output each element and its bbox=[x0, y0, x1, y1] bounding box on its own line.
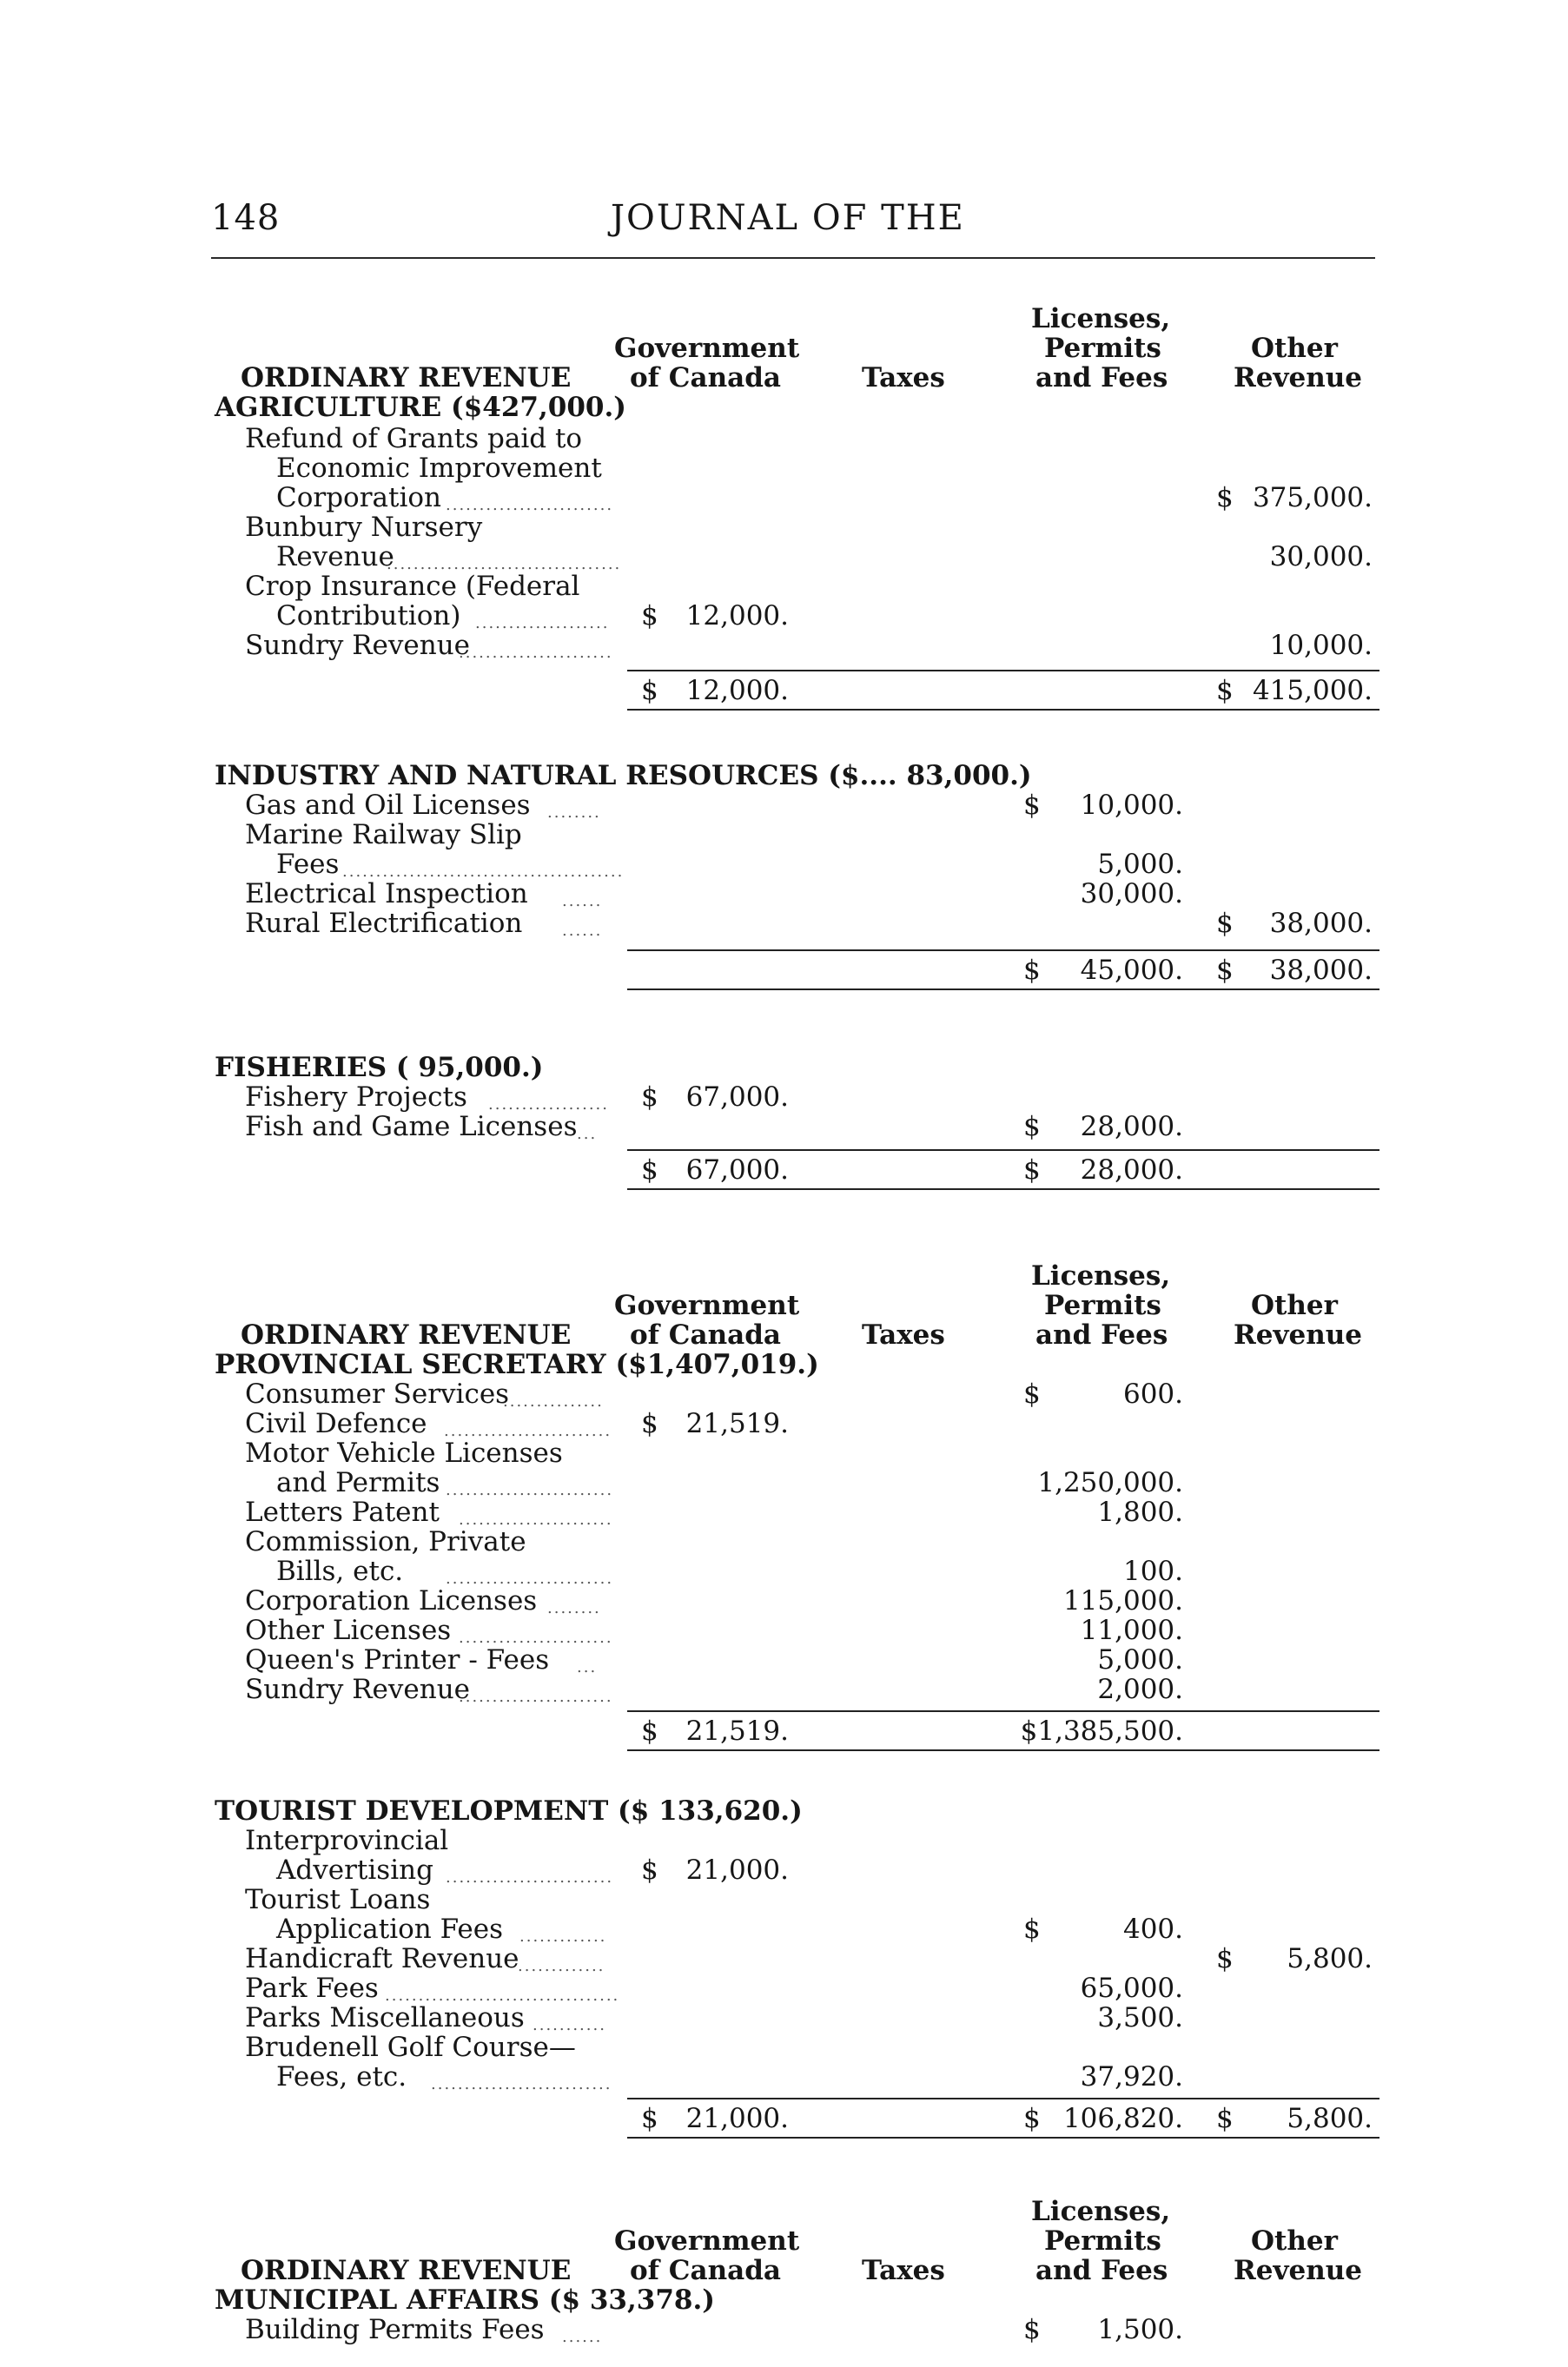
table-row bbox=[0, 512, 1568, 542]
dot-leader: ... bbox=[577, 1658, 598, 1676]
licenses-total: 45,000. bbox=[1080, 955, 1183, 986]
table-row bbox=[0, 304, 1568, 334]
table-row bbox=[0, 1438, 1568, 1468]
dot-leader: ............. bbox=[519, 1927, 607, 1946]
table-row bbox=[0, 483, 1568, 512]
currency-sign: $ bbox=[641, 1081, 658, 1113]
item-label: Contribution) bbox=[276, 600, 461, 631]
table-row bbox=[0, 1885, 1568, 1914]
header-ordinary-revenue: ORDINARY REVENUE bbox=[241, 362, 572, 393]
other-total: 38,000. bbox=[1269, 955, 1373, 986]
table-row bbox=[0, 1645, 1568, 1675]
header-licenses: Licenses, bbox=[1031, 1260, 1171, 1292]
total-rule bbox=[627, 2098, 1379, 2099]
table-row bbox=[0, 2285, 1568, 2315]
gov-total: 67,000. bbox=[685, 1154, 789, 1186]
dot-leader: .......................................... bbox=[342, 863, 625, 881]
header-and-fees: and Fees bbox=[1035, 362, 1168, 393]
header-permits: Permits bbox=[1044, 2225, 1161, 2257]
table-row bbox=[0, 1468, 1568, 1498]
dot-leader: ....................... bbox=[459, 644, 613, 662]
table-row bbox=[0, 1379, 1568, 1409]
item-label: Building Permits Fees bbox=[245, 2314, 545, 2345]
dot-leader: ...... bbox=[562, 2328, 603, 2346]
currency-sign: $ bbox=[1023, 2103, 1041, 2134]
currency-sign: $ bbox=[1023, 955, 1041, 986]
licenses-amount: 5,000. bbox=[1097, 1644, 1183, 1676]
table-row bbox=[0, 955, 1568, 985]
dot-leader: ....................... bbox=[459, 1511, 613, 1529]
dot-leader: .................... bbox=[475, 614, 610, 632]
item-label: Consumer Services bbox=[245, 1379, 510, 1410]
licenses-amount: 37,920. bbox=[1080, 2061, 1183, 2093]
item-label: Fees, etc. bbox=[276, 2061, 407, 2093]
currency-sign: $ bbox=[641, 600, 658, 631]
dot-leader: ............. bbox=[518, 1957, 605, 1975]
header-permits: Permits bbox=[1044, 333, 1161, 364]
table-row bbox=[0, 363, 1568, 393]
currency-sign: $ bbox=[1216, 908, 1234, 939]
table-row bbox=[0, 572, 1568, 601]
other-amount: 5,800. bbox=[1287, 1943, 1373, 1974]
page-number: 148 bbox=[211, 198, 281, 238]
currency-sign: $ bbox=[1216, 675, 1234, 706]
item-label: Gas and Oil Licenses bbox=[245, 790, 531, 821]
table-row bbox=[0, 2003, 1568, 2033]
licenses-amount: 600. bbox=[1122, 1379, 1183, 1410]
currency-sign: $ bbox=[641, 1855, 658, 1886]
licenses-amount: 1,500. bbox=[1097, 2314, 1183, 2345]
licenses-amount: 115,000. bbox=[1062, 1585, 1183, 1617]
header-of-canada: of Canada bbox=[630, 1319, 781, 1351]
table-row bbox=[0, 1350, 1568, 1379]
item-label: Refund of Grants paid to bbox=[245, 423, 583, 454]
header-licenses: Licenses, bbox=[1031, 2196, 1171, 2227]
item-label: Corporation Licenses bbox=[245, 1585, 538, 1617]
licenses-amount: 65,000. bbox=[1080, 1973, 1183, 2004]
licenses-amount: 400. bbox=[1122, 1914, 1183, 1945]
item-label: Parks Miscellaneous bbox=[245, 2002, 525, 2033]
dot-leader: .................. bbox=[488, 1095, 609, 1114]
table-row bbox=[0, 1261, 1568, 1291]
gov-amount: 21,000. bbox=[685, 1855, 789, 1886]
total-rule bbox=[627, 988, 1379, 990]
section-title: PROVINCIAL SECRETARY ($1,407,019.) bbox=[215, 1349, 819, 1380]
table-row bbox=[0, 879, 1568, 909]
table-row bbox=[0, 676, 1568, 705]
item-label: Fishery Projects bbox=[245, 1081, 467, 1113]
header-other: Other bbox=[1251, 2225, 1338, 2257]
section-title: TOURIST DEVELOPMENT ($ 133,620.) bbox=[215, 1795, 803, 1827]
table-row bbox=[0, 1616, 1568, 1645]
table-row bbox=[0, 424, 1568, 453]
table-row bbox=[0, 1409, 1568, 1438]
table-row bbox=[0, 1716, 1568, 1746]
table-row bbox=[0, 850, 1568, 879]
licenses-amount: 2,000. bbox=[1097, 1674, 1183, 1705]
table-row bbox=[0, 909, 1568, 938]
other-total: 415,000. bbox=[1252, 675, 1373, 706]
licenses-total: $1,385,500. bbox=[1020, 1716, 1183, 1747]
table-row bbox=[0, 631, 1568, 660]
table-row bbox=[0, 1586, 1568, 1616]
item-label: Electrical Inspection bbox=[245, 878, 528, 909]
item-label: Application Fees bbox=[276, 1914, 504, 1945]
dot-leader: ........ bbox=[547, 803, 601, 822]
table-row bbox=[0, 1082, 1568, 1112]
item-label: Motor Vehicle Licenses bbox=[245, 1438, 563, 1469]
dot-leader: ........... bbox=[533, 2016, 606, 2034]
licenses-amount: 10,000. bbox=[1080, 790, 1183, 821]
table-row bbox=[0, 2256, 1568, 2285]
header-other: Other bbox=[1251, 1290, 1338, 1321]
dot-leader: ......................... bbox=[444, 1422, 612, 1440]
total-rule bbox=[627, 1188, 1379, 1190]
currency-sign: $ bbox=[641, 1154, 658, 1186]
total-rule bbox=[627, 2137, 1379, 2139]
total-rule bbox=[627, 1749, 1379, 1751]
table-row bbox=[0, 1675, 1568, 1704]
item-label: Commission, Private bbox=[245, 1526, 526, 1557]
header-of-canada: of Canada bbox=[630, 2255, 781, 2286]
other-amount: 375,000. bbox=[1252, 482, 1373, 513]
other-amount: 10,000. bbox=[1269, 630, 1373, 661]
table-row bbox=[0, 1855, 1568, 1885]
other-total: 5,800. bbox=[1287, 2103, 1373, 2134]
dot-leader: ......................... bbox=[446, 1868, 614, 1887]
item-label: Letters Patent bbox=[245, 1497, 440, 1528]
total-rule bbox=[627, 1149, 1379, 1151]
item-label: Sundry Revenue bbox=[245, 1674, 471, 1705]
section-title: INDUSTRY AND NATURAL RESOURCES ($.... 83,000.) bbox=[215, 760, 1032, 791]
table-row bbox=[0, 1796, 1568, 1826]
header-ordinary-revenue: ORDINARY REVENUE bbox=[241, 2255, 572, 2286]
dot-leader: ................................... bbox=[387, 555, 622, 573]
header-ordinary-revenue: ORDINARY REVENUE bbox=[241, 1319, 572, 1351]
gov-amount: 21,519. bbox=[685, 1408, 789, 1439]
header-and-fees: and Fees bbox=[1035, 2255, 1168, 2286]
header-taxes: Taxes bbox=[862, 1319, 945, 1351]
licenses-amount: 11,000. bbox=[1080, 1615, 1183, 1646]
table-row bbox=[0, 1527, 1568, 1557]
licenses-amount: 1,800. bbox=[1097, 1497, 1183, 1528]
licenses-total: 28,000. bbox=[1080, 1154, 1183, 1186]
item-label: Bills, etc. bbox=[276, 1556, 404, 1587]
table-row bbox=[0, 1155, 1568, 1185]
licenses-amount: 28,000. bbox=[1080, 1111, 1183, 1142]
dot-leader: ............... bbox=[503, 1392, 604, 1411]
currency-sign: $ bbox=[1216, 1943, 1234, 1974]
item-label: Revenue bbox=[276, 541, 394, 572]
table-row bbox=[0, 820, 1568, 850]
section-title: FISHERIES ( 95,000.) bbox=[215, 1052, 544, 1083]
dot-leader: ........................... bbox=[431, 2075, 612, 2093]
item-label: Handicraft Revenue bbox=[245, 1943, 519, 1974]
other-amount: 38,000. bbox=[1269, 908, 1373, 939]
table-row bbox=[0, 1914, 1568, 1944]
gov-total: 12,000. bbox=[685, 675, 789, 706]
table-row bbox=[0, 2197, 1568, 2226]
table-row bbox=[0, 1826, 1568, 1855]
header-taxes: Taxes bbox=[862, 2255, 945, 2286]
licenses-amount: 5,000. bbox=[1097, 849, 1183, 880]
item-label: Fish and Game Licenses bbox=[245, 1111, 578, 1142]
dot-leader: ...... bbox=[562, 892, 603, 910]
table-row bbox=[0, 453, 1568, 483]
currency-sign: $ bbox=[1216, 955, 1234, 986]
item-label: Park Fees bbox=[245, 1973, 379, 2004]
other-amount: 30,000. bbox=[1269, 541, 1373, 572]
currency-sign: $ bbox=[641, 2103, 658, 2134]
header-other: Other bbox=[1251, 333, 1338, 364]
item-label: Bunbury Nursery bbox=[245, 512, 483, 543]
table-row bbox=[0, 1974, 1568, 2003]
dot-leader: ......................... bbox=[446, 1570, 614, 1588]
currency-sign: $ bbox=[1023, 2314, 1041, 2345]
currency-sign: $ bbox=[1023, 1154, 1041, 1186]
table-row bbox=[0, 1498, 1568, 1527]
table-row bbox=[0, 334, 1568, 363]
header-permits: Permits bbox=[1044, 1290, 1161, 1321]
total-rule bbox=[627, 1710, 1379, 1712]
dot-leader: ....................... bbox=[459, 1688, 613, 1706]
header-taxes: Taxes bbox=[862, 362, 945, 393]
item-label: Brudenell Golf Course— bbox=[245, 2032, 576, 2063]
header-revenue: Revenue bbox=[1234, 1319, 1363, 1351]
currency-sign: $ bbox=[641, 1716, 658, 1747]
item-label: Rural Electrification bbox=[245, 908, 523, 939]
gov-total: 21,000. bbox=[685, 2103, 789, 2134]
total-rule bbox=[627, 709, 1379, 711]
dot-leader: ........ bbox=[547, 1599, 601, 1617]
table-row bbox=[0, 1557, 1568, 1586]
gov-amount: 12,000. bbox=[685, 600, 789, 631]
currency-sign: $ bbox=[1216, 2103, 1234, 2134]
item-label: Fees bbox=[276, 849, 340, 880]
item-label: Advertising bbox=[276, 1855, 433, 1886]
item-label: Economic Improvement bbox=[276, 453, 602, 484]
gov-amount: 67,000. bbox=[685, 1081, 789, 1113]
section-title: MUNICIPAL AFFAIRS ($ 33,378.) bbox=[215, 2284, 715, 2316]
currency-sign: $ bbox=[1023, 1111, 1041, 1142]
header-government: Government bbox=[614, 2225, 800, 2257]
total-rule bbox=[627, 949, 1379, 951]
licenses-amount: 30,000. bbox=[1080, 878, 1183, 909]
table-row bbox=[0, 1320, 1568, 1350]
licenses-amount: 100. bbox=[1122, 1556, 1183, 1587]
licenses-total: 106,820. bbox=[1062, 2103, 1183, 2134]
header-revenue: Revenue bbox=[1234, 362, 1363, 393]
currency-sign: $ bbox=[641, 1408, 658, 1439]
currency-sign: $ bbox=[641, 675, 658, 706]
currency-sign: $ bbox=[1216, 482, 1234, 513]
header-government: Government bbox=[614, 333, 800, 364]
dot-leader: ......................... bbox=[446, 1481, 614, 1499]
table-row bbox=[0, 1112, 1568, 1141]
licenses-amount: 1,250,000. bbox=[1037, 1467, 1183, 1498]
item-label: Queen's Printer - Fees bbox=[245, 1644, 550, 1676]
item-label: Corporation bbox=[276, 482, 442, 513]
item-label: Civil Defence bbox=[245, 1408, 427, 1439]
item-label: Sundry Revenue bbox=[245, 630, 471, 661]
table-row bbox=[0, 1053, 1568, 1082]
table-row bbox=[0, 2033, 1568, 2062]
header-revenue: Revenue bbox=[1234, 2255, 1363, 2286]
header-government: Government bbox=[614, 1290, 800, 1321]
currency-sign: $ bbox=[1023, 1379, 1041, 1410]
total-rule bbox=[627, 670, 1379, 671]
dot-leader: ....................... bbox=[459, 1629, 613, 1647]
dot-leader: ................................... bbox=[385, 1987, 620, 2005]
item-label: Other Licenses bbox=[245, 1615, 452, 1646]
currency-sign: $ bbox=[1023, 790, 1041, 821]
item-label: and Permits bbox=[276, 1467, 440, 1498]
item-label: Marine Railway Slip bbox=[245, 819, 522, 850]
table-row bbox=[0, 2104, 1568, 2133]
table-row bbox=[0, 601, 1568, 631]
item-label: Crop Insurance (Federal bbox=[245, 571, 580, 602]
dot-leader: ...... bbox=[562, 922, 603, 940]
section-title: AGRICULTURE ($427,000.) bbox=[215, 392, 626, 423]
licenses-amount: 3,500. bbox=[1097, 2002, 1183, 2033]
header-of-canada: of Canada bbox=[630, 362, 781, 393]
table-row bbox=[0, 542, 1568, 572]
table-row bbox=[0, 1944, 1568, 1974]
item-label: Interprovincial bbox=[245, 1825, 449, 1856]
table-row bbox=[0, 761, 1568, 790]
currency-sign: $ bbox=[1023, 1914, 1041, 1945]
table-row bbox=[0, 1291, 1568, 1320]
item-label: Tourist Loans bbox=[245, 1884, 431, 1915]
header-and-fees: and Fees bbox=[1035, 1319, 1168, 1351]
table-row bbox=[0, 2315, 1568, 2344]
table-row bbox=[0, 393, 1568, 422]
table-row bbox=[0, 2062, 1568, 2092]
table-row bbox=[0, 2226, 1568, 2256]
gov-total: 21,519. bbox=[685, 1716, 789, 1747]
table-row bbox=[0, 790, 1568, 820]
header-licenses: Licenses, bbox=[1031, 303, 1171, 334]
running-title: JOURNAL OF THE bbox=[611, 198, 965, 238]
dot-leader: ......................... bbox=[446, 496, 614, 514]
dot-leader: ... bbox=[577, 1125, 598, 1143]
